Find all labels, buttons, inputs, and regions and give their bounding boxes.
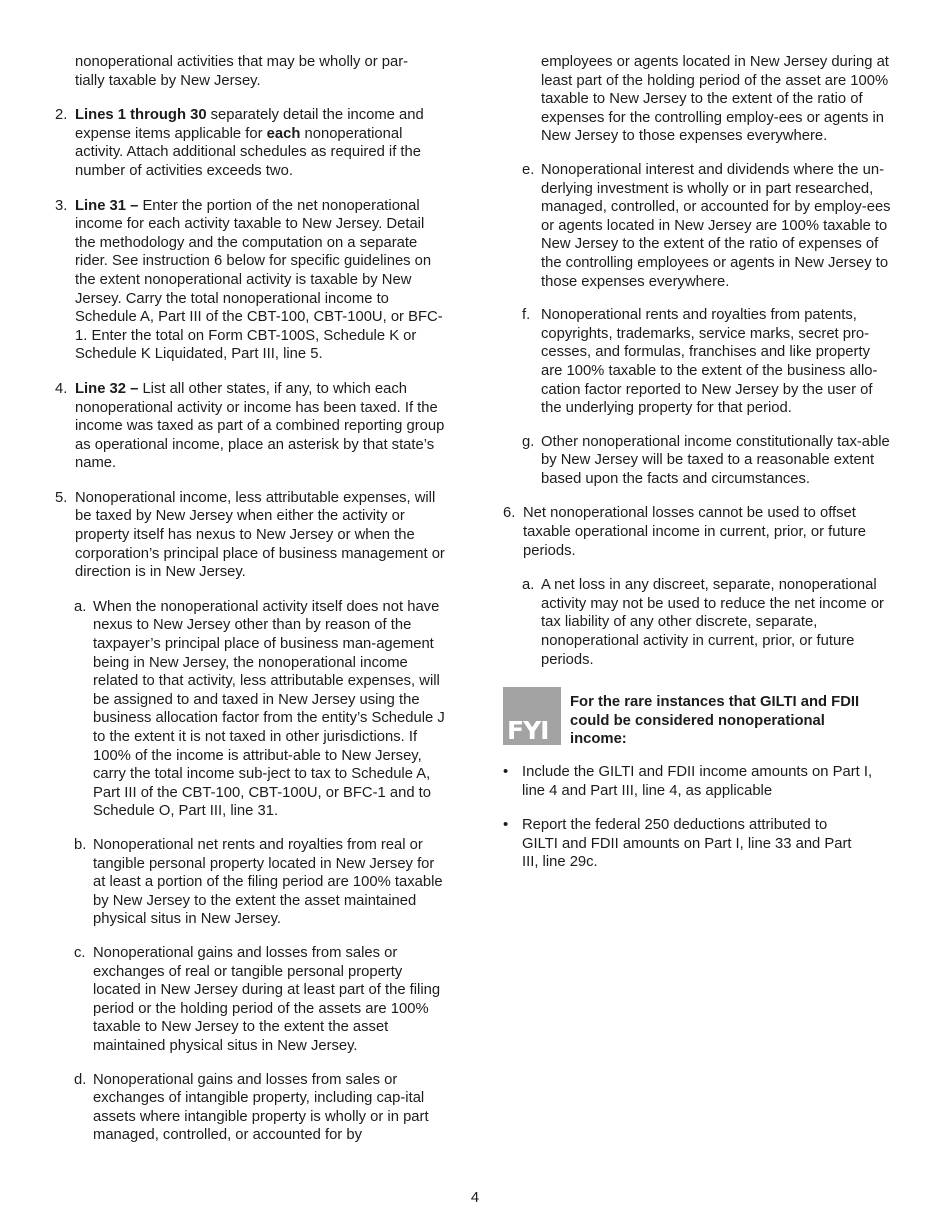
- bullet-text: Include the GILTI and FDII income amounts on Part I, line 4 and Part III, line 4, as applicable: [522, 764, 873, 799]
- instruction-item-5f: [503, 306, 895, 418]
- page-number: 4: [470, 1190, 480, 1206]
- instruction-item-6: [503, 504, 895, 560]
- instruction-text: Nonoperational rents and royalties from patents, copyrights, trademarks, service marks, secret pro-cesses, and formulas, franchises and like property are 100% taxable to the extent of the business allo-cation factor reported to New Jersey by the user of the underlying property for that period.: [541, 307, 878, 417]
- item-letter: a.: [74, 598, 87, 615]
- item-letter: c.: [74, 944, 86, 961]
- instruction-item-5: [55, 489, 450, 582]
- bullet-item: [503, 816, 895, 872]
- item-number: 5.: [55, 489, 68, 506]
- item-letter: g.: [522, 433, 535, 450]
- instruction-text: When the nonoperational activity itself does not have nexus to New Jersey other than by reason of the taxpayer’s principal place of business man-agement being in New Jersey, the nonoperational income related to that activity, less attributable expenses, will be assigned to and taxed in New Jersey using the business allocation factor from the entity’s Schedule J to the extent it is not taxed in other jurisdictions. If 100% of the income is attribut-able to New Jersey, carry the total income sub-ject to tax to Schedule A, Part III of the CBT-100, CBT-100U, or BFC-1 and to Schedule O, Part III, line 31.: [93, 598, 445, 820]
- instruction-text: Line 31 – Enter the portion of the net nonoperational income for each activity taxable to New Jersey. Detail the methodology and the computation on a separate rider. See instruction 6 below for specific guidelines on the extent nonoperational activity is taxable by New Jersey. Carry the total nonoperational income to Schedule A, Part III of the CBT-100, CBT-100U, or BFC-1. Enter the total on Form CBT-100S, Schedule K or Schedule K Liquidated, Part III, line 5.: [75, 197, 443, 363]
- instruction-item-5b: [55, 836, 450, 929]
- right-column: [503, 53, 895, 872]
- instruction-text: A net loss in any discreet, separate, nonoperational activity may not be used to reduce the net income or tax liability of any other discrete, separate, nonoperational activity in current, prior, or future periods.: [541, 577, 884, 668]
- item-number: 2.: [55, 107, 68, 124]
- fyi-heading: For the rare instances that GILTI and FDII could be considered nonoperational income:: [570, 694, 860, 748]
- instruction-item-5a: [55, 598, 450, 821]
- item-letter: b.: [74, 836, 87, 853]
- instruction-item-5c: [55, 944, 450, 1056]
- instruction-text: Nonoperational interest and dividends where the un-derlying investment is wholly or in part researched, managed, controlled, or accounted for by employ-ees or agents located in New Jersey are 100% taxable to New Jersey to the extent of the ratio of expenses of the controlling employees or agents in New Jersey to those expenses everywhere.: [541, 161, 891, 290]
- intro-line: nonoperational activities that may be wholly or par-: [75, 54, 409, 70]
- left-column: [55, 53, 450, 1145]
- instruction-item-5g: [503, 433, 895, 489]
- instruction-item-2: [55, 106, 450, 180]
- instruction-text: Other nonoperational income constitutionally tax-able by New Jersey will be taxed to a reasonable extent based upon the facts and circumstances.: [541, 433, 890, 487]
- instruction-text: Lines 1 through 30 separately detail the income and expense items applicable for each nonoperational activity. Attach additional schedules as required if the number of activities exceeds two.: [75, 107, 424, 179]
- instruction-text: Line 32 – List all other states, if any, to which each nonoperational activity or income has been taxed. If the income was taxed as part of a combined reporting group as operational income, place an asterisk by that state’s name.: [75, 380, 445, 472]
- instruction-text: Net nonoperational losses cannot be used to offset taxable operational income in current, prior, or future periods.: [523, 505, 866, 559]
- instruction-item-6a: [503, 576, 895, 669]
- bullet-text: Report the federal 250 deductions attributed to GILTI and FDII amounts on Part I, line 33 and Part III, line 29c.: [522, 817, 852, 871]
- bullet-item: [503, 763, 895, 800]
- item-5d-continuation: [503, 53, 895, 146]
- item-number: 4.: [55, 380, 68, 397]
- item-letter: a.: [522, 577, 535, 594]
- intro-continuation: [55, 53, 450, 90]
- item-letter: f.: [522, 307, 531, 324]
- bullet-marker: •: [503, 817, 509, 834]
- instruction-item-5d: [55, 1071, 450, 1145]
- intro-line: tially taxable by New Jersey.: [75, 72, 261, 89]
- instruction-text: Nonoperational gains and losses from sales or exchanges of intangible property, including cap-ital assets where intangible property is wholly or in part managed, controlled, or accounted for by: [93, 1071, 429, 1144]
- item-number: 6.: [503, 505, 516, 522]
- instruction-item-5e: [503, 161, 895, 291]
- instruction-item-3: [55, 197, 450, 364]
- instruction-text: Nonoperational gains and losses from sales or exchanges of real or tangible personal property located in New Jersey during at least part of the filing period or the holding period of the assets are 100% taxable to New Jersey to the extent the asset maintained physical situs in New Jersey.: [93, 944, 441, 1054]
- instruction-text: employees or agents located in New Jersey during at least part of the holding period of the asset are 100% taxable to New Jersey to the extent of the ratio of expenses for the controlling employ-ees or agents in New Jersey to those expenses everywhere.: [541, 54, 889, 145]
- item-number: 3.: [55, 197, 68, 214]
- item-letter: e.: [522, 161, 535, 178]
- instruction-item-4: [55, 380, 450, 473]
- instruction-text: Nonoperational net rents and royalties from real or tangible personal property located in New Jersey for at least a portion of the filing period are 100% taxable by New Jersey to the extent the asset maintained physical situs in New Jersey.: [93, 836, 443, 928]
- bullet-marker: •: [503, 764, 509, 780]
- fyi-callout: [503, 687, 895, 749]
- item-letter: d.: [74, 1071, 87, 1088]
- fyi-badge: [503, 687, 561, 745]
- fyi-badge-text: FYI: [507, 716, 549, 746]
- instruction-text: Nonoperational income, less attributable expenses, will be taxed by New Jersey when either the activity or property itself has nexus to New Jersey or when the corporation’s principal place of business management or direction is in New Jersey.: [75, 489, 445, 581]
